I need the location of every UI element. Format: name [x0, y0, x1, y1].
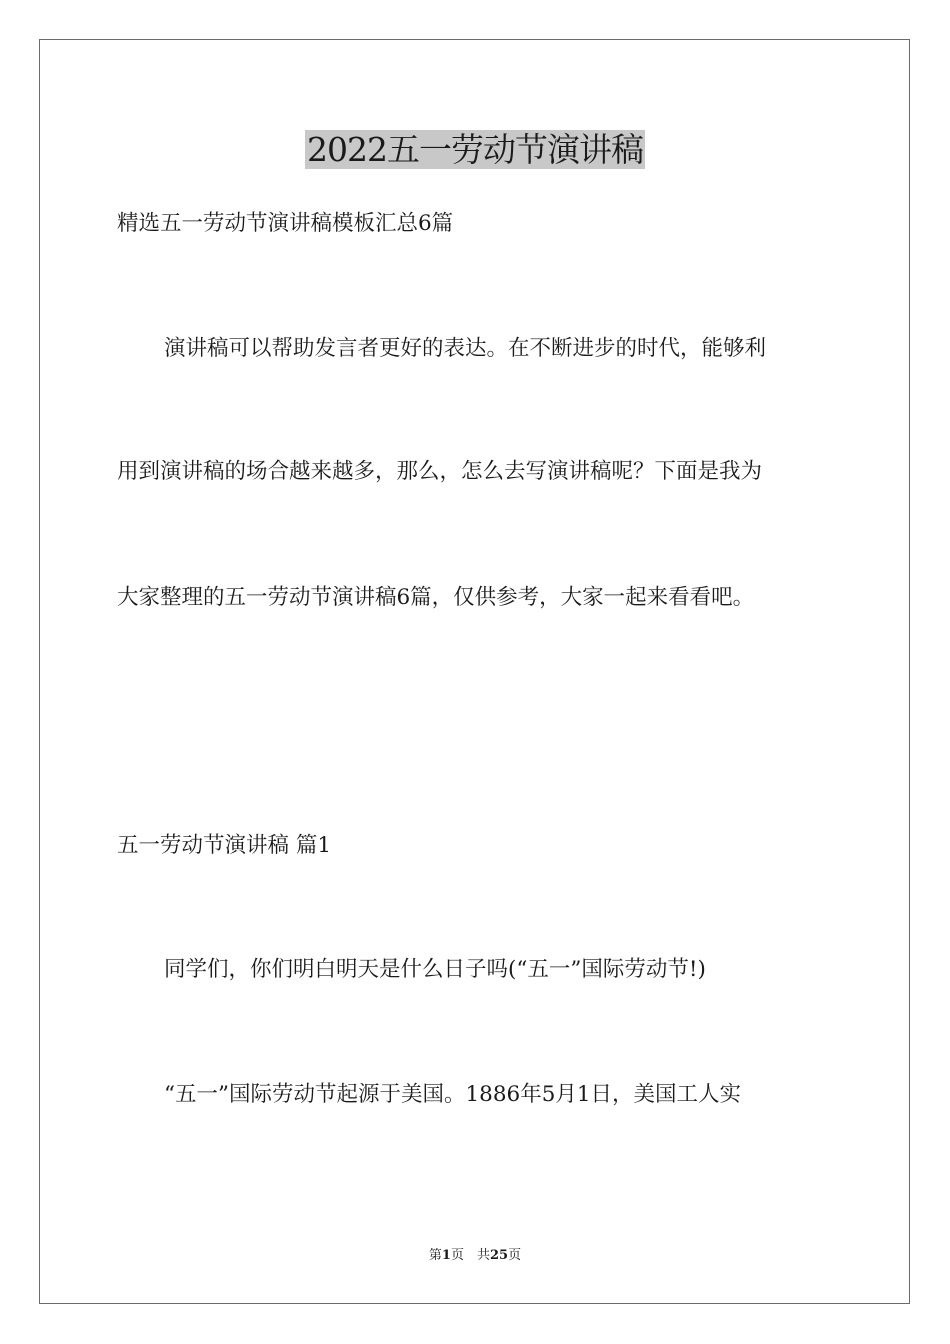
body-line-2: “五一”国际劳动节起源于美国。1886年5月1日，美国工人实 — [164, 1082, 742, 1107]
document-title-text: 2022五一劳动节演讲稿 — [307, 130, 643, 169]
footer-page-prefix: 第 — [428, 1248, 442, 1263]
footer-page-current: 1 — [441, 1248, 451, 1263]
body-line-1: 同学们，你们明白明天是什么日子吗(“五一”国际劳动节!) — [164, 957, 706, 982]
footer-page-total: 25 — [489, 1248, 509, 1263]
document-subtitle: 精选五一劳动节演讲稿模板汇总6篇 — [117, 211, 454, 236]
section-heading: 五一劳动节演讲稿 篇1 — [117, 833, 332, 858]
document-title — [0, 128, 950, 172]
footer-page-suffix: 页 — [508, 1248, 522, 1263]
intro-line-3: 大家整理的五一劳动节演讲稿6篇，仅供参考，大家一起来看看吧。 — [117, 585, 755, 610]
page-footer — [0, 1247, 950, 1265]
intro-line-1: 演讲稿可以帮助发言者更好的表达。在不断进步的时代，能够利 — [164, 336, 767, 361]
intro-line-2: 用到演讲稿的场合越来越多，那么，怎么去写演讲稿呢？下面是我为 — [117, 459, 763, 484]
footer-page-mid: 页 共 — [450, 1248, 490, 1263]
